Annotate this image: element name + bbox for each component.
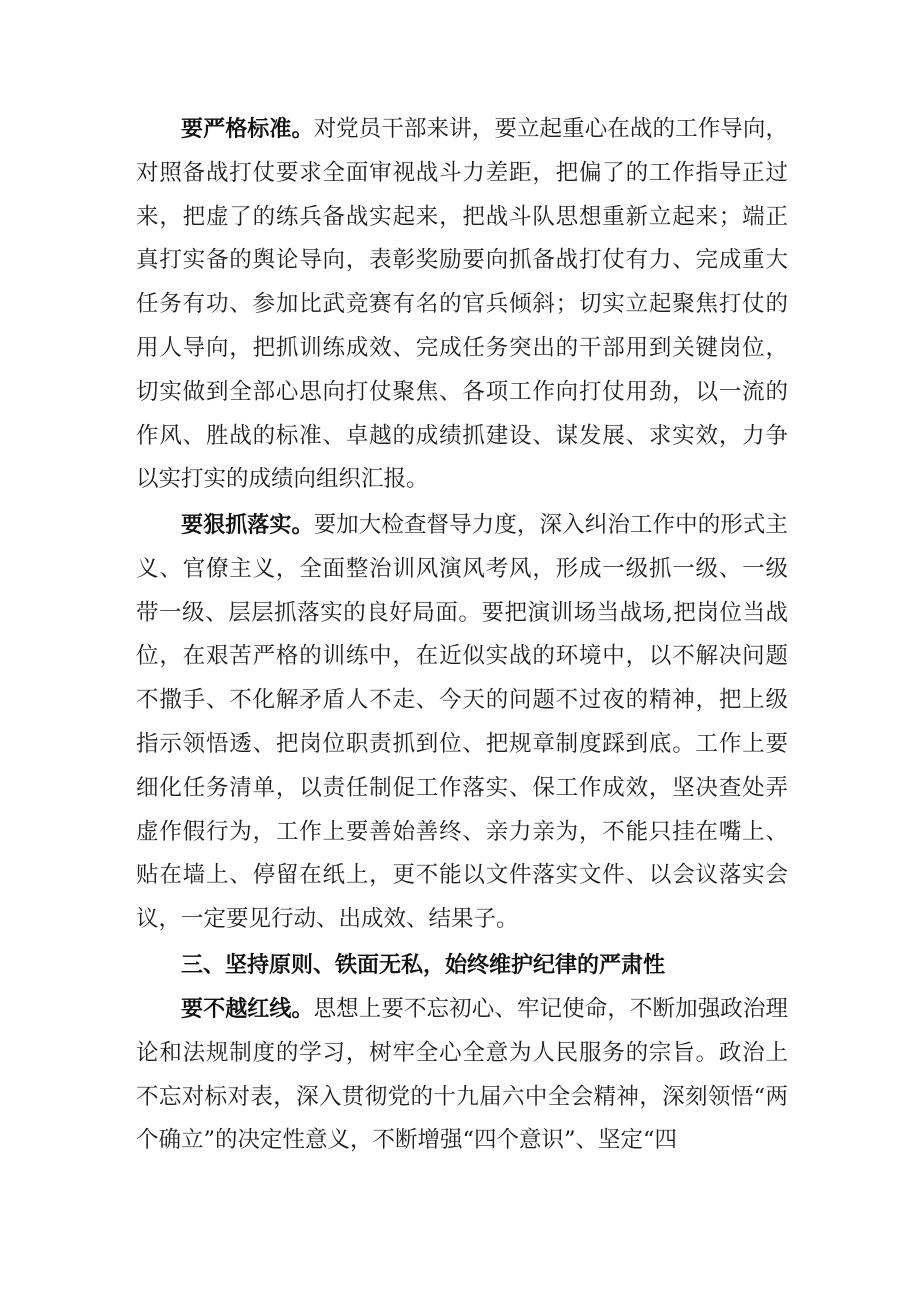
- paragraph-implementation: [136, 504, 788, 942]
- paragraph-body: 要加大检查督导力度，深入纠治工作中的形式主义、官僚主义，全面整治训风演风考风，形成一级抓一级、一级带一级、层层抓落实的良好局面。要把演训场当战场,把岗位当战位，在艰苦严格的训练中，在近似实战的环境中，以不解决问题不撒手、不化解矛盾人不走、今天的问题不过夜的精神，把上级指示领悟透、把岗位职责抓到位、把规章制度踩到底。工作上要细化任务清单，以责任制促工作落实、保工作成效，坚决查处弄虚作假行为，工作上要善始善终、亲力亲为，不能只挂在嘴上、贴在墙上、停留在纸上，更不能以文件落实文件、以会议落实会议，一定要见行动、出成效、结果子。: [136, 512, 788, 933]
- paragraph-strict-standards: [136, 108, 788, 502]
- section-heading: 三、坚持原则、铁面无私，始终维护纪律的严肃性: [181, 953, 666, 978]
- paragraph-red-line: [136, 988, 788, 1163]
- paragraph-body: 对党员干部来讲，要立起重心在战的工作导向，对照备战打仗要求全面审视战斗力差距，把偏了的工作指导正过来，把虚了的练兵备战实起来，把战斗队思想重新立起来；端正真打实备的舆论导向，表彰奖励要向抓备战打仗有力、完成重大任务有功、参加比武竞赛有名的官兵倾斜；切实立起聚焦打仗的用人导向，把抓训练成效、完成任务突出的干部用到关键岗位，切实做到全部心思向打仗聚焦、各项工作向打仗用劲，以一流的作风、胜战的标准、卓越的成绩抓建设、谋发展、求实效，力争以实打实的成绩向组织汇报。: [136, 116, 788, 493]
- paragraph-lead-heading: 要不越红线。: [181, 997, 314, 1022]
- paragraph-lead-heading: 要狠抓落实。: [181, 513, 314, 538]
- paragraph-body: 思想上要不忘初心、牢记使命，不断加强政治理论和法规制度的学习，树牢全心全意为人民服务的宗旨。政治上不忘对标对表，深入贯彻党的十九届六中全会精神，深刻领悟“两个确立”的决定性意义，不断增强“四个意识”、坚定“四: [136, 996, 788, 1154]
- paragraph-lead-heading: 要严格标准。: [181, 117, 314, 142]
